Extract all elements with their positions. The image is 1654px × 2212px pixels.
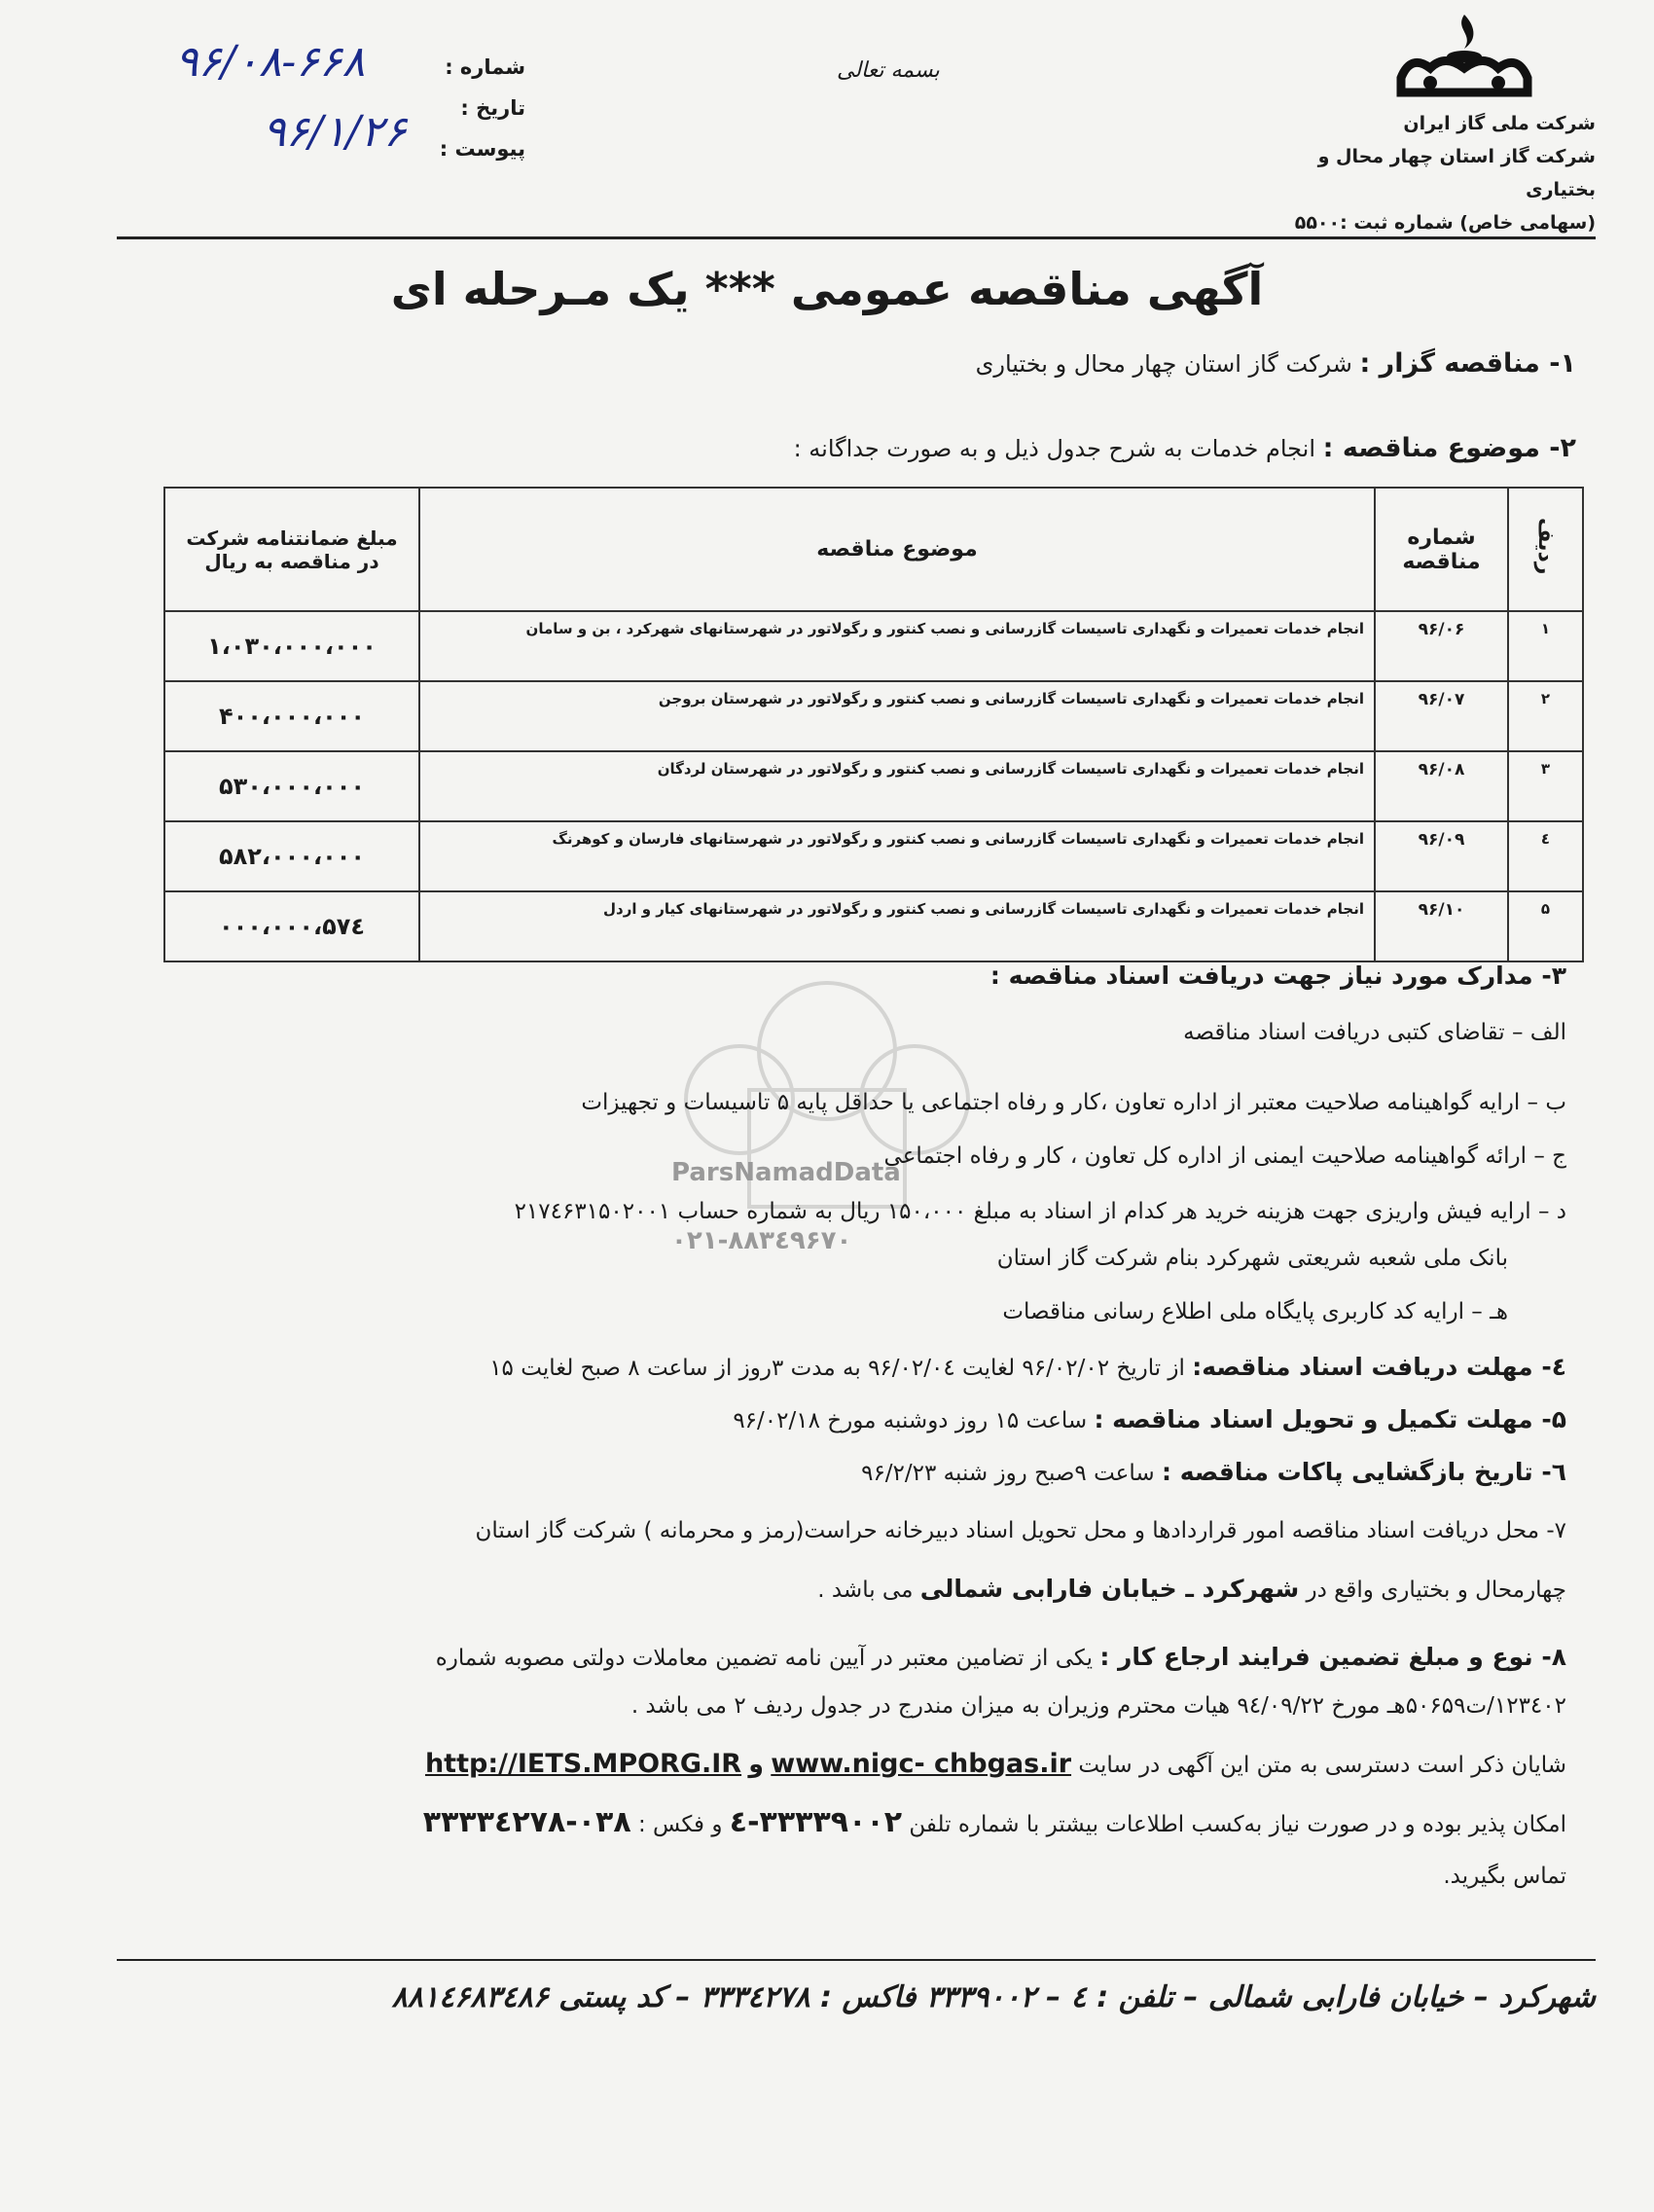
table-row	[164, 821, 1583, 891]
tender-number: ۹۶/۰۷	[1375, 681, 1508, 751]
section-4-label: ٤- مهلت دریافت اسناد مناقصه:	[1192, 1353, 1566, 1381]
section-1-label: ۱- مناقصه گزار :	[1359, 348, 1576, 379]
watermark-phone: ۰۲۱-۸۸۳٤۹۶۷۰	[671, 1226, 852, 1255]
section-4	[489, 1345, 1566, 1391]
section-6-label: ٦- تاریخ بازگشایی پاکات مناقصه :	[1162, 1458, 1566, 1486]
section-5-text: ساعت ۱۵ روز دوشنبه مورخ ۹۶/۰۲/۱۸	[733, 1408, 1088, 1433]
header-divider	[117, 236, 1596, 239]
section-1	[976, 348, 1576, 379]
website-link-nigc[interactable]: www.nigc- chbgas.ir	[771, 1749, 1072, 1779]
tender-number: ۹۶/۰۶	[1375, 611, 1508, 681]
handwritten-date: ۹۶/۱/۲۶	[263, 107, 407, 157]
footer-address: شهرکرد – خیابان فارابی شمالی – تلفن : ٤ – ۳۳۳۹۰۰۲ فاکس : ۳۳۳٤۲۷۸ – کد پستی ۸۸۱٤۶۸۳٤۸۶	[391, 1980, 1596, 2014]
address-highlight: شهرکرد ـ خیابان فارابی شمالی	[919, 1575, 1300, 1603]
table-row	[164, 681, 1583, 751]
note-line3: تماس بگیرید.	[1443, 1864, 1566, 1889]
note-line1: شایان ذکر است دسترسی به متن این آگهی در سایت www.nigc- chbgas.ir و http://IETS.MPORG.IR	[424, 1749, 1566, 1779]
section-4-text: از تاریخ ۹۶/۰۲/۰۲ لغایت ۹۶/۰۲/۰٤ به مدت ۳روز از ساعت ۸ صبح لغایت ۱۵	[489, 1356, 1185, 1381]
letter-meta-labels	[409, 47, 525, 169]
company-national: شرکت ملی گاز ایران	[1403, 113, 1596, 134]
requirement-dal: د – ارایه فیش واریزی جهت هزینه خرید هر کدام از اسناد به مبلغ ۱۵۰،۰۰۰ ریال به شماره حساب ۲۱۷٤۶۳۱۵۰۲۰۰۱	[514, 1199, 1566, 1224]
header-subject: موضوع مناقصه	[419, 488, 1375, 611]
row-index: ۲	[1508, 681, 1583, 751]
requirement-he: هـ – ارایه کد کاربری پایگاه ملی اطلاع رسانی مناقصات	[1002, 1299, 1508, 1324]
guarantee-amount: ۵۳۰،۰۰۰،۰۰۰	[164, 751, 419, 821]
header-amount: مبلغ ضمانتنامه شرکت در مناقصه به ریال	[164, 488, 419, 611]
registration-number: (سهامی خاص) شماره ثبت :۵۵۰۰	[1294, 212, 1596, 234]
section-2-label: ۲- موضوع مناقصه :	[1322, 433, 1576, 463]
guarantee-amount: ۱،۰۳۰،۰۰۰،۰۰۰	[164, 611, 419, 681]
tender-subject: انجام خدمات تعمیرات و نگهداری تاسیسات گازرسانی و نصب کنتور و رگولاتور در شهرستانهای شهرکرد ، بن و سامان	[419, 611, 1375, 681]
bismillah: بسمه تعالی	[837, 58, 940, 83]
section-8-text: یکی از تضامین معتبر در آیین نامه تضمین معاملات دولتی مصوبه شماره	[435, 1646, 1093, 1671]
phone-number: ۳۳۳۳۹۰۰۲-٤	[729, 1805, 903, 1839]
tender-subject: انجام خدمات تعمیرات و نگهداری تاسیسات گازرسانی و نصب کنتور و رگولاتور در شهرستان بروجن	[419, 681, 1375, 751]
guarantee-amount: ۴۰۰،۰۰۰،۰۰۰	[164, 681, 419, 751]
guarantee-amount: ۵۷٤،۰۰۰،۰۰۰	[164, 891, 419, 961]
section-2	[794, 433, 1576, 463]
guarantee-amount: ۵۸۲،۰۰۰،۰۰۰	[164, 821, 419, 891]
tender-number: ۹۶/۰۹	[1375, 821, 1508, 891]
section-1-text: شرکت گاز استان چهار محال و بختیاری	[975, 350, 1352, 378]
row-index: ٤	[1508, 821, 1583, 891]
attachment-label: پیوست :	[439, 137, 525, 161]
section-7-line1: ۷- محل دریافت اسناد مناقصه امور قراردادها و محل تحویل اسناد دبیرخانه حراست(رمز و محرمانه ) شرکت گاز استان	[475, 1518, 1566, 1543]
section-8	[436, 1635, 1566, 1681]
section-5-label: ۵- مهلت تکمیل و تحویل اسناد مناقصه :	[1094, 1405, 1566, 1433]
tender-number: ۹۶/۱۰	[1375, 891, 1508, 961]
section-7-line2: چهارمحال و بختیاری واقع در شهرکرد ـ خیابان فارابی شمالی می باشد .	[817, 1575, 1566, 1603]
requirement-be: ب – ارایه گواهینامه صلاحیت معتبر از اداره تعاون ،کار و رفاه اجتماعی یا حداقل پایه ۵ تاسیسات و تجهیزات	[581, 1090, 1566, 1115]
requirement-alef: الف – تقاضای کتبی دریافت اسناد مناقصه	[1183, 1020, 1566, 1045]
header-tender-number: شماره مناقصه	[1375, 488, 1508, 611]
section-5	[733, 1397, 1566, 1443]
note-line2: امکان پذیر بوده و در صورت نیاز به‌کسب اطلاعات بیشتر با شماره تلفن ۳۳۳۳۹۰۰۲-٤ و فکس : ۰۳۸-۳۳۳۳٤۲۷۸	[422, 1805, 1566, 1839]
company-provincial: شرکت گاز استان چهار محال و بختیاری	[1317, 146, 1596, 200]
row-index: ۳	[1508, 751, 1583, 821]
website-link-iets[interactable]: http://IETS.MPORG.IR	[424, 1749, 742, 1779]
section-6-text: ساعت ۹صبح روز شنبه ۹۶/۲/۲۳	[861, 1461, 1155, 1486]
nigc-logo-icon	[1391, 10, 1537, 107]
section-8-line2: ۱۲۳٤۰۲/ت۵۰۶۵۹هـ مورخ ۹٤/۰۹/۲۲ هیات محترم وزیران به میزان مندرج در جدول ردیف ۲ می باشد .	[630, 1693, 1566, 1719]
section-2-text: انجام خدمات به شرح جدول ذیل و به صورت جداگانه :	[793, 435, 1316, 462]
watermark-brand: ParsNamadData	[671, 1158, 901, 1187]
table-row	[164, 611, 1583, 681]
requirements-heading: ۳- مدارک مورد نیاز جهت دریافت اسناد مناقصه :	[989, 961, 1566, 990]
section-6	[861, 1450, 1566, 1496]
handwritten-number: ۹۶/۰۸-۶۶۸	[175, 37, 366, 87]
tender-subject: انجام خدمات تعمیرات و نگهداری تاسیسات گازرسانی و نصب کنتور و رگولاتور در شهرستانهای فارسان و کوهرنگ	[419, 821, 1375, 891]
company-block	[1245, 107, 1596, 239]
section-8-label: ۸- نوع و مبلغ تضمین فرایند ارجاع کار :	[1099, 1643, 1566, 1671]
row-index: ۱	[1508, 611, 1583, 681]
requirement-dal-bank: بانک ملی شعبه شریعتی شهرکرد بنام شرکت گاز استان	[996, 1246, 1508, 1271]
date-label: تاریخ :	[460, 96, 525, 120]
number-label: شماره :	[445, 55, 525, 79]
row-index: ۵	[1508, 891, 1583, 961]
page-title: آگهی مناقصه عمومی *** یک مـرحله ای	[390, 263, 1264, 315]
fax-number: ۰۳۸-۳۳۳۳٤۲۷۸	[422, 1805, 631, 1839]
tender-table	[163, 487, 1584, 962]
tender-number: ۹۶/۰۸	[1375, 751, 1508, 821]
footer-divider	[117, 1959, 1596, 1961]
requirement-jim: ج – ارائه گواهینامه صلاحیت ایمنی از اداره کل تعاون ، کار و رفاه اجتماعی	[883, 1143, 1566, 1169]
table-row	[164, 751, 1583, 821]
header-row-number: ردیف	[1508, 488, 1583, 611]
tender-subject: انجام خدمات تعمیرات و نگهداری تاسیسات گازرسانی و نصب کنتور و رگولاتور در شهرستانهای کیار و اردل	[419, 891, 1375, 961]
tender-subject: انجام خدمات تعمیرات و نگهداری تاسیسات گازرسانی و نصب کنتور و رگولاتور در شهرستان لردگان	[419, 751, 1375, 821]
table-header-row	[164, 488, 1583, 611]
